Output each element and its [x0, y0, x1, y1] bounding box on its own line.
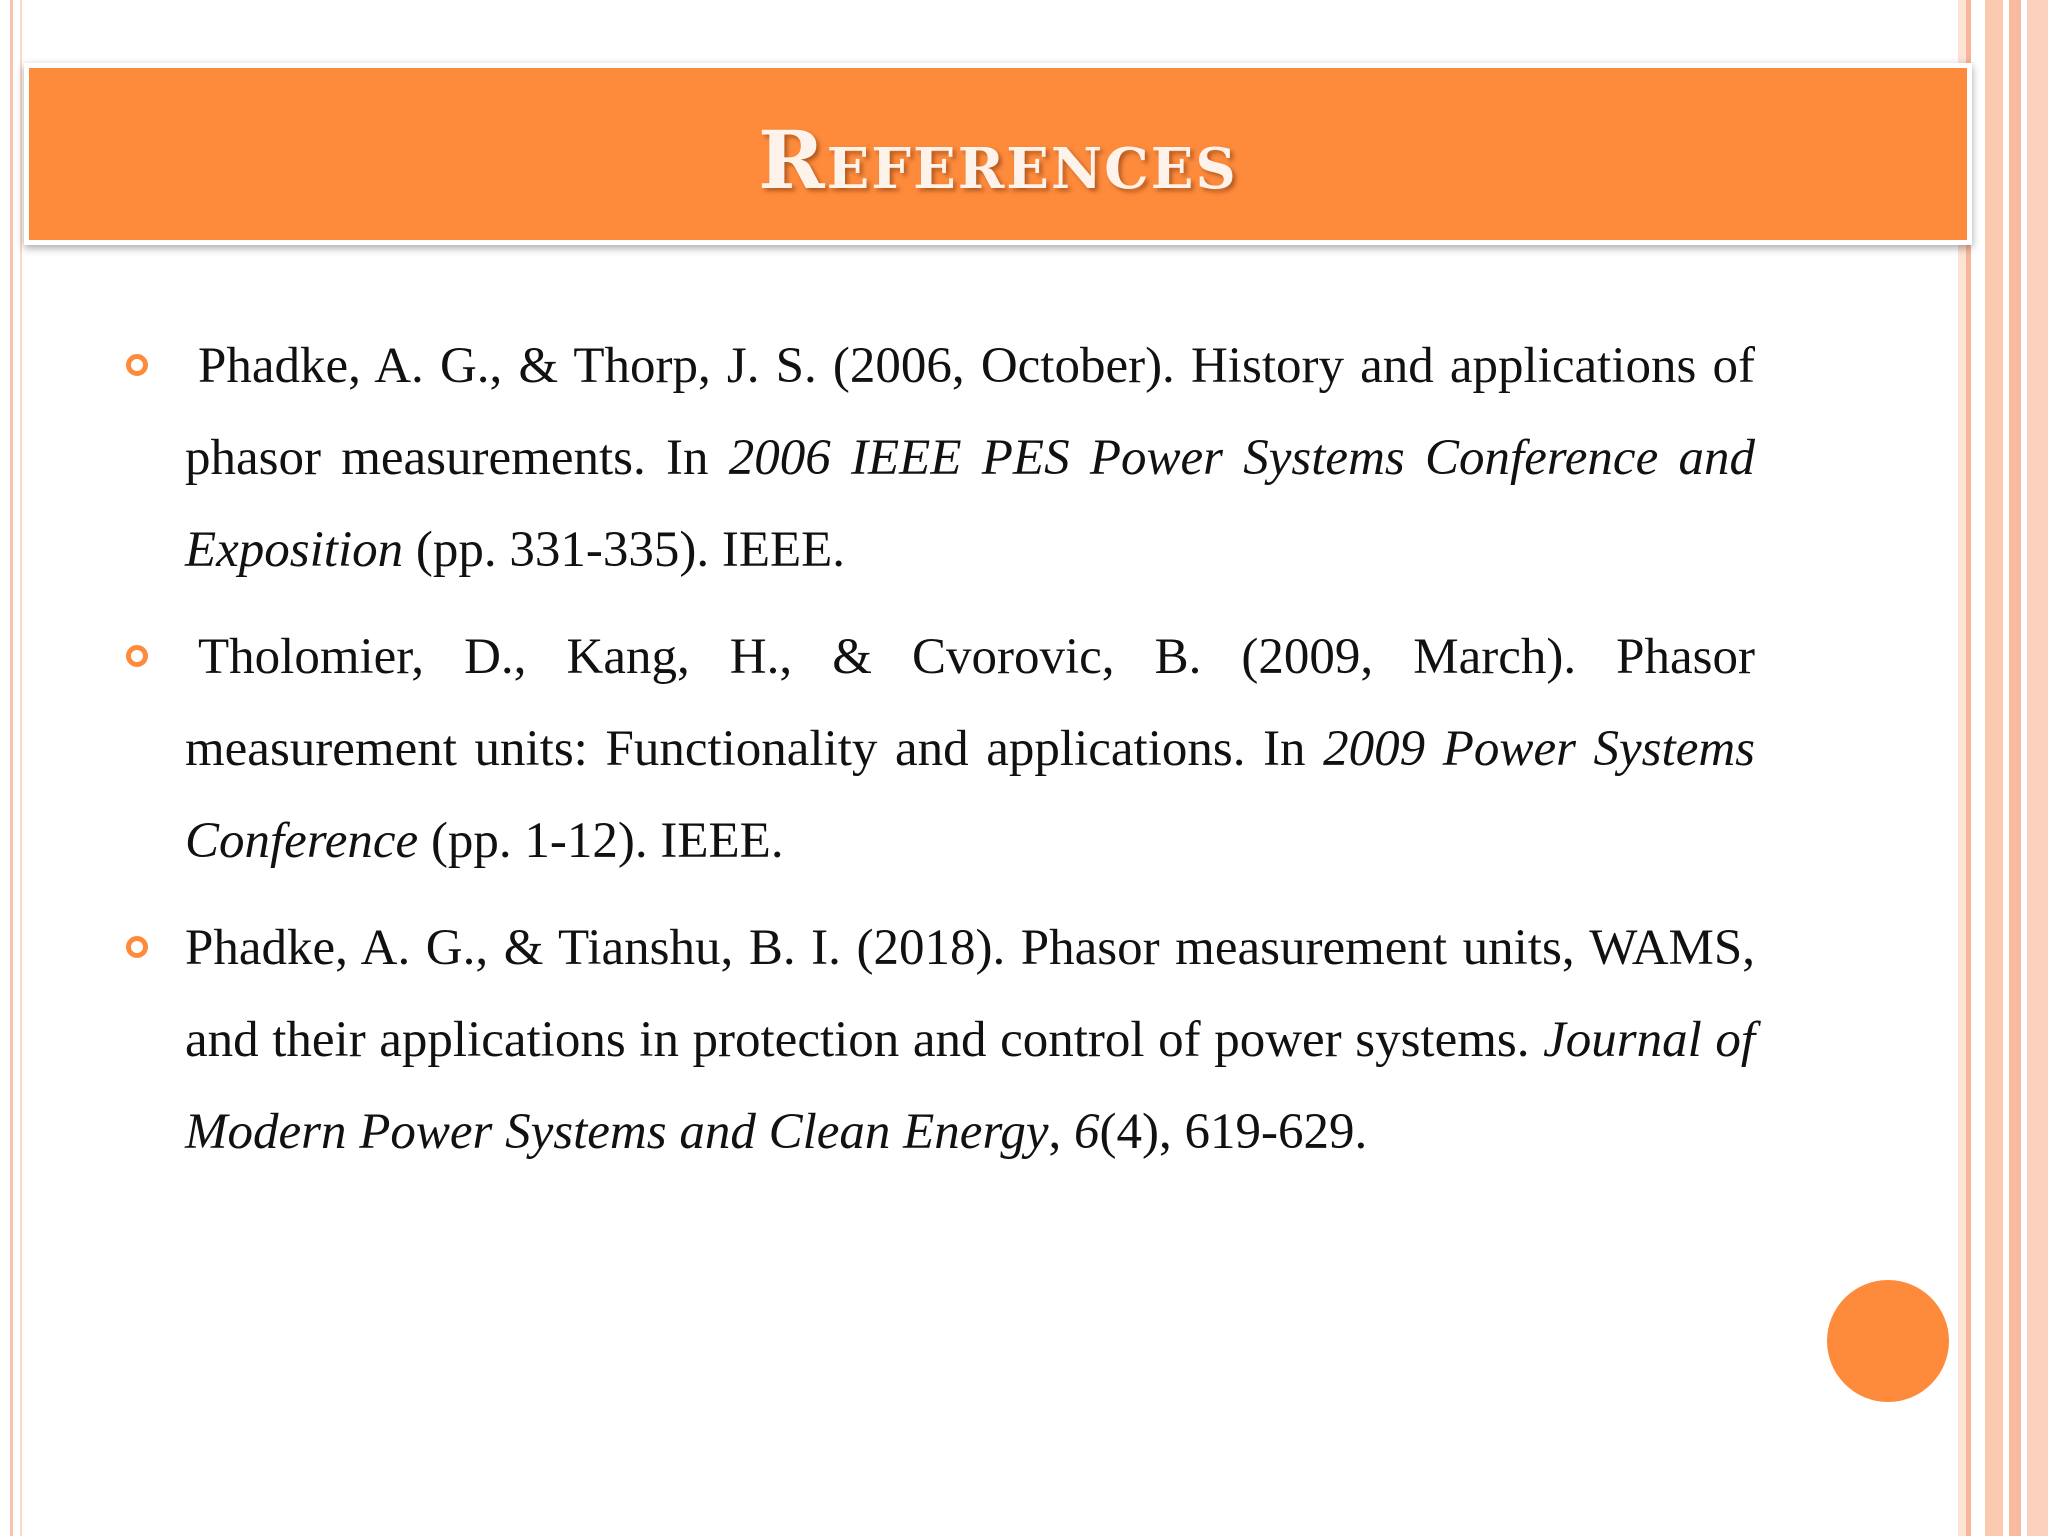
circle-bullet-icon	[126, 645, 148, 667]
orange-circle-decoration	[1827, 1280, 1949, 1402]
reference-pages: (pp. 1-12). IEEE.	[418, 813, 784, 869]
reference-separator: ,	[1048, 1104, 1075, 1160]
reference-volume: 6	[1074, 1104, 1100, 1160]
reference-venue: 2006 IEEE PES Power Systems Conference and Exposition	[185, 430, 1755, 578]
reference-pages: (4), 619-629.	[1099, 1104, 1368, 1160]
reference-text: Phadke, A. G., & Tianshu, B. I. (2018). Phasor measurement units, WAMS, and their applications in protection and control of power systems.	[185, 920, 1755, 1068]
circle-bullet-icon	[126, 936, 148, 958]
reference-item	[120, 320, 1755, 596]
reference-venue: 2009 Power Systems Conference	[185, 721, 1756, 869]
title-bar	[24, 63, 1972, 245]
left-border-line-inner	[20, 0, 22, 1536]
reference-list	[120, 320, 1755, 1193]
reference-pages: (pp. 331-335). IEEE.	[403, 522, 846, 578]
reference-journal: Journal of Modern Power Systems and Clean Energy	[185, 1012, 1755, 1160]
left-border-line	[10, 0, 13, 1536]
circle-bullet-icon	[126, 354, 148, 376]
reference-text: Phadke, A. G., & Thorp, J. S. (2006, October). History and applications of phasor measurements. In	[185, 338, 1755, 486]
reference-text: Tholomier, D., Kang, H., & Cvorovic, B. (2009, March). Phasor measurement units: Functionality and applications. In	[185, 629, 1755, 777]
reference-item	[120, 611, 1755, 887]
slide-title: References	[758, 113, 1238, 207]
reference-item	[120, 902, 1755, 1178]
